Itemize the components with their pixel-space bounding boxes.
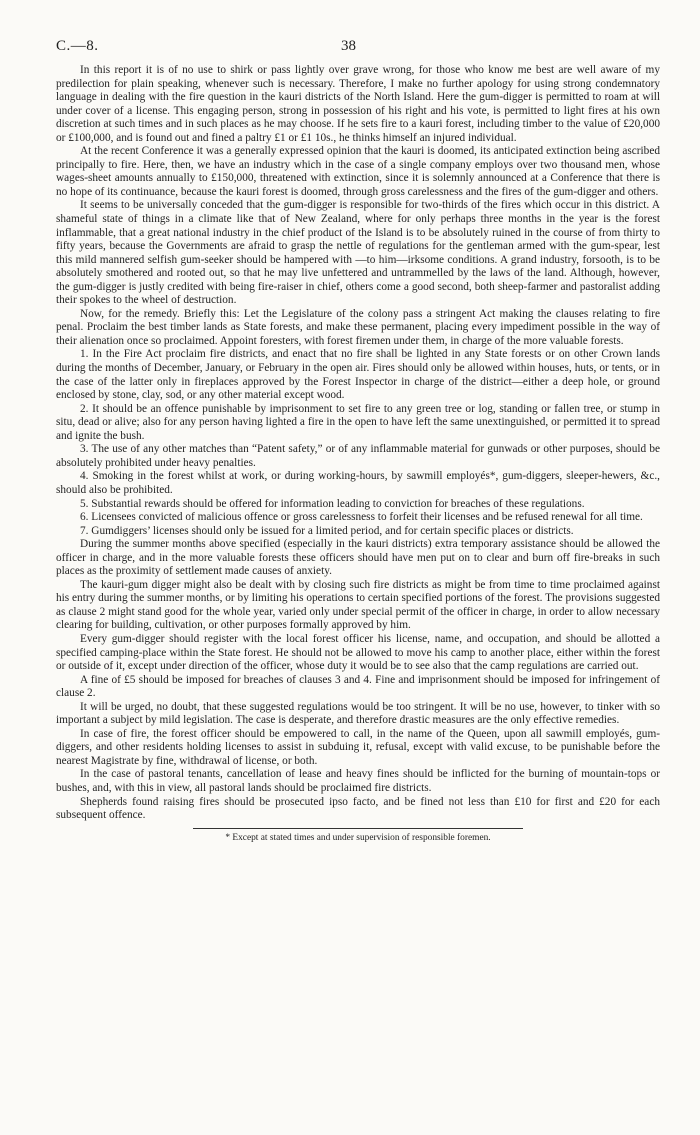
paragraph-pastoral-tenants: In the case of pastoral tenants, cancellation of lease and heavy fines should be inflicted for the burning of mountain-tops or bushes, and, with this in view, all pastoral lands should be proclaimed fire districts. (56, 768, 660, 794)
paragraph-closing-districts: The kauri-gum digger might also be dealt with by closing such fire districts as might be from time to time proclaimed against his entry during the summer months, or by limiting his operations to certain specified portions of the forest. The provisions suggested as clause 2 might stand good for the whole year, varied only under special permit of the officer in charge, in order to allow necessary clearing for building, cultivation, or other purposes formally approved by him. (56, 578, 660, 632)
paragraph-fines: A fine of £5 should be imposed for breaches of clauses 3 and 4. Fine and imprisonment should be imposed for infringement of clause 2. (56, 673, 660, 700)
paragraph-conference: At the recent Conference it was a generally expressed opinion that the kauri is doomed, its anticipated extinction being ascribed principally to fire. Here, then, we have an industry which in the case of a single company employs over two thousand men, whose wages-sheet amounts annually to £150,000, threatened with extinction, since it is solemnly announced at a Conference that there is no hope of its continuance, because the kauri forest is doomed, through gross carelessness and the fires of the gum-digger and others. (56, 145, 660, 198)
paragraph-registration: Every gum-digger should register with the local forest officer his license, name, and occupation, and should be allotted a specified camping-place within the State forest. He should not be allowed to move his camp to another place, either within the forest or outside of it, except under direction of the officer, whose duty it would be to see also that the camp regulations are carried out. (56, 632, 660, 673)
page-header (56, 30, 660, 64)
document-reference: C.—8. (56, 38, 99, 54)
clause-1: 1. In the Fire Act proclaim fire districts, and enact that no fire shall be lighted in any State forests or on other Crown lands during the months of December, January, or February in the open air. Fires should only be allowed within houses, huts, or tents, or in the case of the latter only in fireplaces approved by the Forest Inspector in charge of the district—either a deep hole, or ground enclosed by stone, clay, sod, or any other material except wood. (56, 348, 660, 402)
paragraph-gum-digger-responsibility: It seems to be universally conceded that the gum-digger is responsible for two-thirds of the fires which occur in this district. A shameful state of things in a climate like that of New Zealand, where for only perhaps three months in the year is the forest inflammable, that a great national industry in the chief product of the Island is to be absolutely ruined in the course of from thirty to fifty years, because the Governments are afraid to grasp the nettle of regulations for the gentleman armed with the gum-spear, lest this mild mannered selfish gum-seeker should be hampered with —to him—irksome conditions. A grand industry, forsooth, is to be absolutely smothered and rooted out, so that he may live unfettered and untrammelled by the laws of the land. Although, however, the gum-digger is justly credited with being fire-raiser in chief, others come a good second, both sheep-farmer and pastoralist adding their spokes to the wheel of destruction. (56, 199, 660, 307)
page-number: 38 (341, 38, 356, 54)
paragraph-call-to-assist: In case of fire, the forest officer should be empowered to call, in the name of the Queen, upon all sawmill employés, gum-diggers, and other residents holding licenses to assist in subduing it, refusal, except with valid excuse, to be punishable before the nearest Magistrate by fine, withdrawal of license, or both. (56, 727, 660, 767)
paragraph-stringency: It will be urged, no doubt, that these suggested regulations would be too stringent. It will be no use, however, to tinker with so important a subject by mild legislation. The case is desperate, and therefore drastic measures are the only effective remedies. (56, 700, 660, 727)
report-body (56, 64, 660, 823)
paragraph-remedy: Now, for the remedy. Briefly this: Let the Legislature of the colony pass a stringent Act making the clauses relating to fire penal. Proclaim the best timber lands as State forests, and make these permanent, placing every impediment possible in the way of their alienation once so proclaimed. Appoint foresters, with forest firemen under them, in charge of the more valuable forests. (56, 307, 660, 347)
paragraph-fire-question: In this report it is of no use to shirk or pass lightly over grave wrong, for those who know me best are well aware of my predilection for plain speaking, whenever such is necessary. Therefore, I make no further apology for using strong condemnatory language in dealing with the fire question in the kauri districts of the North Island. Here the gum-digger is permitted to roam at will under cover of a license. This engaging person, strong in possession of his right and his vote, is permitted to light fires at his own discretion at such times and in such places as he may choose. If he sets fire to a kauri forest, including timber to the value of £20,000 or £100,000, and is found out and fined a paltry £1 or £1 10s., he thinks himself an injured individual. (56, 64, 660, 144)
clause-2: 2. It should be an offence punishable by imprisonment to set fire to any green tree or log, standing or fallen tree, or stump in situ, dead or alive; also for any person having lighted a fire in the open to have left the same unextinguished, or permitted it to spread and ignite the bush. (56, 402, 660, 442)
clause-7: 7. Gumdiggers’ licenses should only be issued for a limited period, and for certain specific places or districts. (80, 524, 574, 537)
clause-5: 5. Substantial rewards should be offered for information leading to conviction for breaches of these regulations. (80, 497, 585, 510)
footnote-divider (193, 828, 523, 829)
clause-6: 6. Licensees convicted of malicious offence or gross carelessness to forfeit their licenses and be refused renewal for all time. (80, 511, 643, 524)
paragraph-shepherds: Shepherds found raising fires should be prosecuted ipso facto, and be fined not less than £10 for first and £20 for each subsequent offence. (56, 795, 660, 822)
paragraph-summer-assistance: During the summer months above specified (especially in the kauri districts) extra temporary assistance should be allowed the officer in charge, and in the more valuable forests these officers should have men put on to clear and burn off fire-breaks in such places as the proximity of settlement made causes of anxiety. (56, 538, 660, 578)
clause-3: 3. The use of any other matches than “Patent safety,” or of any inflammable material for gunwads or other purposes, should be absolutely prohibited under heavy penalties. (56, 443, 660, 469)
clause-4: 4. Smoking in the forest whilst at work, or during working-hours, by sawmill employés*, gum-diggers, sleeper-hewers, &c., should also be prohibited. (56, 470, 660, 496)
footnote: * Except at stated times and under supervision of responsible foremen. (225, 832, 491, 843)
